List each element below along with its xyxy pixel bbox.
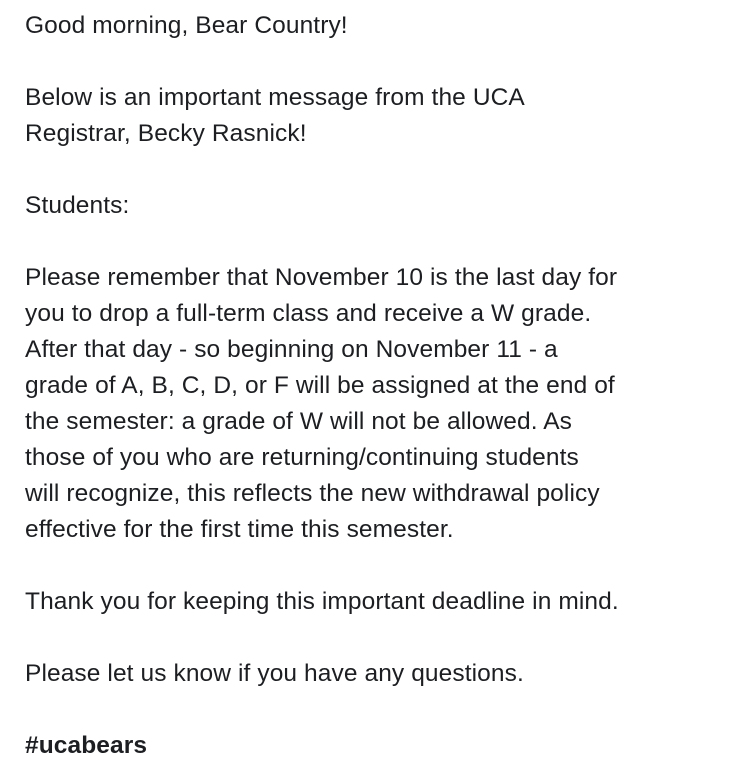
thanks-line: Thank you for keeping this important deadline in mind. xyxy=(25,588,619,615)
body-line: After that day - so beginning on November 11 - a xyxy=(25,336,558,363)
intro-line: Registrar, Becky Rasnick! xyxy=(25,120,307,147)
thanks-paragraph xyxy=(25,584,737,620)
hashtag-link[interactable]: #ucabears xyxy=(25,732,148,759)
body-line: Please remember that November 10 is the last day for xyxy=(25,264,618,291)
questions-paragraph xyxy=(25,656,737,692)
body-line: those of you who are returning/continuing students xyxy=(25,444,579,471)
post-text xyxy=(25,8,737,764)
intro-paragraph xyxy=(25,80,737,152)
greeting-paragraph xyxy=(25,8,737,44)
body-line: grade of A, B, C, D, or F will be assigned at the end of xyxy=(25,372,615,399)
salutation-line: Students: xyxy=(25,192,130,219)
intro-line: Below is an important message from the UCA xyxy=(25,84,525,111)
body-line: effective for the first time this semester. xyxy=(25,516,454,543)
questions-line: Please let us know if you have any questions. xyxy=(25,660,524,687)
body-line: will recognize, this reflects the new withdrawal policy xyxy=(25,480,600,507)
body-paragraph xyxy=(25,260,737,548)
body-line: the semester: a grade of W will not be allowed. As xyxy=(25,408,572,435)
greeting-line: Good morning, Bear Country! xyxy=(25,12,348,39)
body-line: you to drop a full-term class and receive a W grade. xyxy=(25,300,592,327)
salutation-paragraph xyxy=(25,188,737,224)
